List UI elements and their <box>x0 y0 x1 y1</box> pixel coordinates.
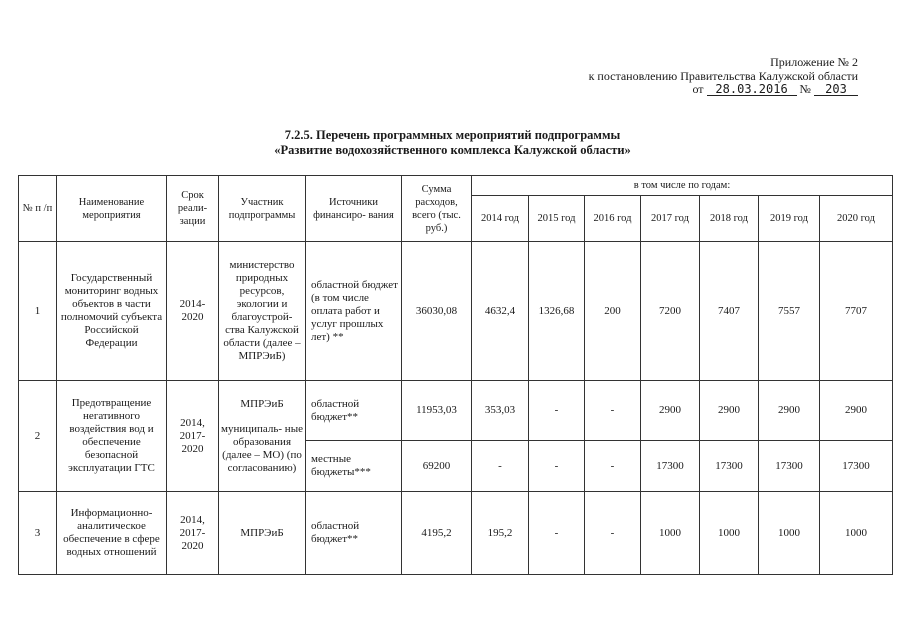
participant-gap <box>221 411 303 423</box>
row-year-value: 17300 <box>700 441 759 492</box>
row-term: 2014- 2020 <box>167 242 219 381</box>
row-year-value: - <box>585 381 641 441</box>
from-label: от <box>692 82 704 96</box>
appendix-line-2: к постановлению Правительства Калужской области <box>588 68 858 83</box>
row-year-value: 2900 <box>820 381 893 441</box>
decree-number: 203 <box>814 83 858 96</box>
row-year-value: 7200 <box>641 242 700 381</box>
row-year-value: 353,03 <box>472 381 529 441</box>
row-year-value: - <box>585 492 641 575</box>
row-year-value: 2900 <box>641 381 700 441</box>
row-total: 36030,08 <box>402 242 472 381</box>
header-by-years: в том числе по годам: <box>472 176 893 196</box>
row-year-value: 1000 <box>759 492 820 575</box>
header-participant: Участник подпрограммы <box>219 176 306 242</box>
row-year-value: 4632,4 <box>472 242 529 381</box>
header-source: Источники финансиро- вания <box>306 176 402 242</box>
row-total: 69200 <box>402 441 472 492</box>
row-year-value: 7557 <box>759 242 820 381</box>
row-name: Предотвращение негативного воздействия вод и обеспечение безопасной эксплуатации ГТС <box>57 381 167 492</box>
row-total: 11953,03 <box>402 381 472 441</box>
row-year-value: 200 <box>585 242 641 381</box>
row-participant-a: МПРЭиБ <box>240 397 284 410</box>
row-year-value: 7407 <box>700 242 759 381</box>
row-year-value: 17300 <box>759 441 820 492</box>
row-source: областной бюджет** <box>306 381 402 441</box>
title-line-1: 7.2.5. Перечень программных мероприятий подпрограммы <box>284 128 621 142</box>
row-participant <box>219 381 306 492</box>
row-participant: министерство природных ресурсов, экологии и благоустрой- ства Калужской области (далее – МПРЭиБ) <box>219 242 306 381</box>
table-row <box>19 492 893 575</box>
row-num: 1 <box>19 242 57 381</box>
row-year-value: 7707 <box>820 242 893 381</box>
row-year-value: 2900 <box>759 381 820 441</box>
row-term: 2014, 2017- 2020 <box>167 492 219 575</box>
appendix-header <box>589 56 858 97</box>
row-year-value: 2900 <box>700 381 759 441</box>
measures-table <box>18 175 893 575</box>
decree-date: 28.03.2016 <box>707 83 797 96</box>
row-year-value: - <box>585 441 641 492</box>
header-name: Наименование мероприятия <box>57 176 167 242</box>
row-source: местные бюджеты*** <box>306 441 402 492</box>
row-year-value: 1000 <box>820 492 893 575</box>
table-row <box>19 381 893 441</box>
header-year: 2016 год <box>585 196 641 242</box>
appendix-date-line <box>589 83 858 97</box>
row-name: Информационно- аналитическое обеспечение в сфере водных отношений <box>57 492 167 575</box>
row-term: 2014, 2017- 2020 <box>167 381 219 492</box>
row-num: 3 <box>19 492 57 575</box>
header-row-1 <box>19 176 893 196</box>
header-total: Сумма расходов, всего (тыс. руб.) <box>402 176 472 242</box>
document-title <box>0 128 905 158</box>
table-row <box>19 242 893 381</box>
header-year: 2019 год <box>759 196 820 242</box>
row-year-value: 195,2 <box>472 492 529 575</box>
row-year-value: 1000 <box>641 492 700 575</box>
row-participant-b: муниципаль- ные образования (далее – МО) (по согласованию) <box>221 422 303 474</box>
header-term: Срок реали- зации <box>167 176 219 242</box>
row-year-value: - <box>529 441 585 492</box>
row-year-value: - <box>472 441 529 492</box>
row-num: 2 <box>19 381 57 492</box>
header-year: 2014 год <box>472 196 529 242</box>
row-year-value: 17300 <box>641 441 700 492</box>
row-year-value: - <box>529 492 585 575</box>
row-total: 4195,2 <box>402 492 472 575</box>
header-year: 2020 год <box>820 196 893 242</box>
row-year-value: - <box>529 381 585 441</box>
header-num: № п /п <box>19 176 57 242</box>
row-year-value: 1000 <box>700 492 759 575</box>
appendix-line-1: Приложение № 2 <box>770 55 858 69</box>
row-name: Государственный мониторинг водных объектов в части полномочий субъекта Российской Федерации <box>57 242 167 381</box>
row-source: областной бюджет (в том числе оплата работ и услуг прошлых лет) ** <box>306 242 402 381</box>
header-year: 2017 год <box>641 196 700 242</box>
row-year-value: 17300 <box>820 441 893 492</box>
header-year: 2018 год <box>700 196 759 242</box>
header-year: 2015 год <box>529 196 585 242</box>
title-line-2: «Развитие водохозяйственного комплекса Калужской области» <box>274 143 631 157</box>
row-year-value: 1326,68 <box>529 242 585 381</box>
row-source: областной бюджет** <box>306 492 402 575</box>
row-participant: МПРЭиБ <box>219 492 306 575</box>
number-label: № <box>799 82 811 96</box>
